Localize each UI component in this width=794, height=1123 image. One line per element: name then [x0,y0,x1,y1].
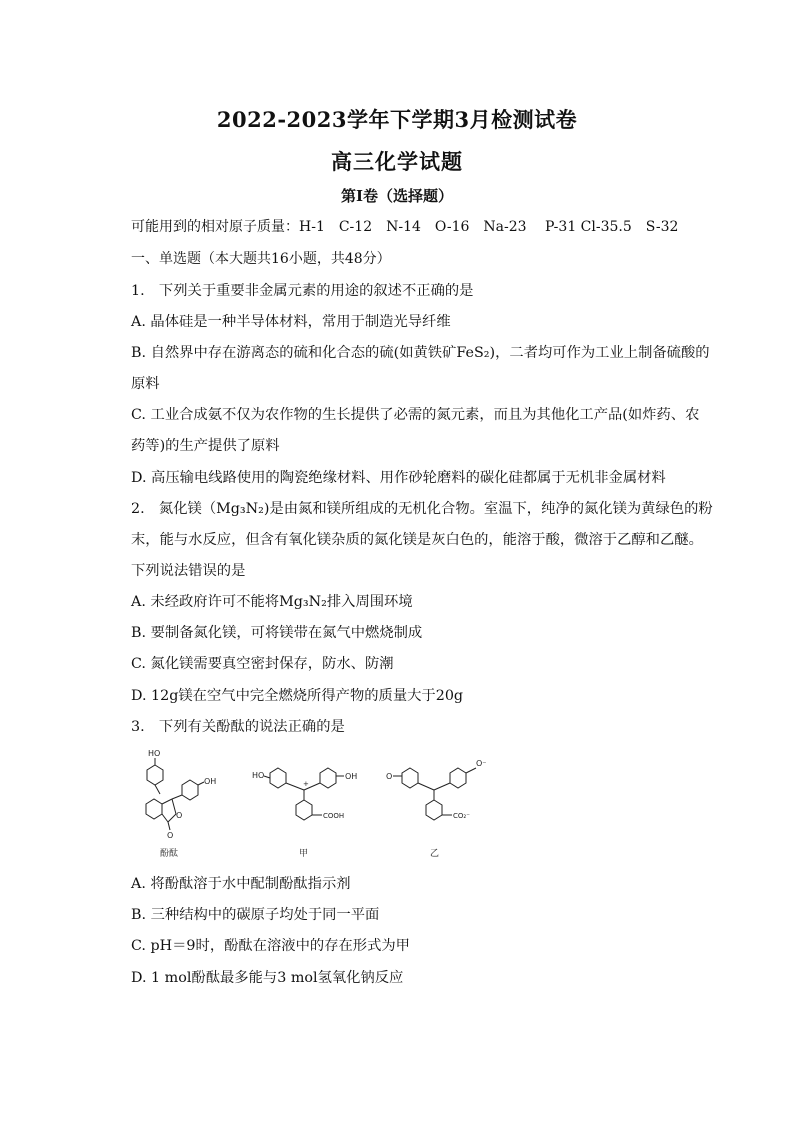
exam-subtitle: 高三化学试题 [331,149,463,174]
label-phenolphthalein: 酚酞 [160,849,179,859]
q3-option-c: C. pH＝9时，酚酞在溶液中的存在形式为甲 [131,938,410,954]
o-label-ring: O [176,811,183,820]
q1-option-a: A. 晶体硅是一种半导体材料，常用于制造光导纤维 [131,314,451,330]
q2-stem-cont2: 下列说法错误的是 [131,563,246,579]
plus-label: + [303,780,309,788]
oh-label-1: OH [204,777,217,786]
o-label-quinoid: O [386,772,393,781]
q2-option-d: D. 12g镁在空气中完全燃烧所得产物的质量大于20g [131,688,464,704]
q2-option-c: C. 氮化镁需要真空密封保存，防水、防潮 [131,656,394,672]
q1-option-d: D. 高压输电线路使用的陶瓷绝缘材料、用作砂轮磨料的碳化硅都属于无机非金属材料 [131,470,666,486]
co2-minus-label: CO₂⁻ [453,812,470,820]
ho-label-1: HO [148,749,161,758]
q3-option-d: D. 1 mol酚酞最多能与3 mol氢氧化钠反应 [131,970,404,986]
q1-option-b-cont: 原料 [131,376,160,392]
q3-stem: 3. 下列有关酚酞的说法正确的是 [131,719,345,735]
structure-jia [252,768,357,859]
oh-label-2: OH [345,772,358,781]
q1-option-b: B. 自然界中存在游离态的硫和化合态的硫(如黄铁矿FeS₂)，二者均可作为工业上制备硫酸的 [131,345,710,361]
q2-option-b: B. 要制备氮化镁，可将镁带在氮气中燃烧制成 [131,625,423,641]
label-yi: 乙 [430,849,440,859]
label-jia: 甲 [299,849,309,859]
cooh-label: COOH [323,812,345,820]
atomic-masses: 可能用到的相对原子质量：H-1 C-12 N-14 O-16 Na-23 P-31 Cl-35.5 S-32 [131,219,679,235]
q3-option-b: B. 三种结构中的碳原子均处于同一平面 [131,907,380,923]
q2-option-a: A. 未经政府许可不能将Mg₃N₂排入周围环境 [131,594,413,610]
q1-option-c-cont: 药等)的生产提供了原料 [131,438,280,454]
q3-option-a: A. 将酚酞溶于水中配制酚酞指示剂 [131,876,351,892]
exam-title: 2022-2023学年下学期3月检测试卷 [216,107,578,132]
section-heading: 一、单选题（本大题共16小题，共48分） [131,251,391,267]
q2-stem: 2. 氮化镁（Mg₃N₂)是由氮和镁所组成的无机化合物。室温下，纯净的氮化镁为黄绿色的粉 [131,501,713,517]
o-label-carbonyl: O [167,831,174,840]
ho-label-2: HO [252,771,265,780]
o-minus-label: O⁻ [476,759,487,768]
phenolphthalein-structure [146,749,216,859]
structure-yi [386,759,487,859]
q2-stem-cont: 末，能与水反应，但含有氧化镁杂质的氮化镁是灰白色的，能溶于酸，微溶于乙醇和乙醚。 [131,532,703,548]
part-heading: 第Ⅰ卷（选择题） [340,187,454,205]
q1-stem: 1. 下列关于重要非金属元素的用途的叙述不正确的是 [131,283,474,299]
phenolphthalein-structures-figure [128,742,508,860]
q1-option-c: C. 工业合成氨不仅为农作物的生长提供了必需的氮元素，而且为其他化工产品(如炸药、农 [131,407,700,423]
